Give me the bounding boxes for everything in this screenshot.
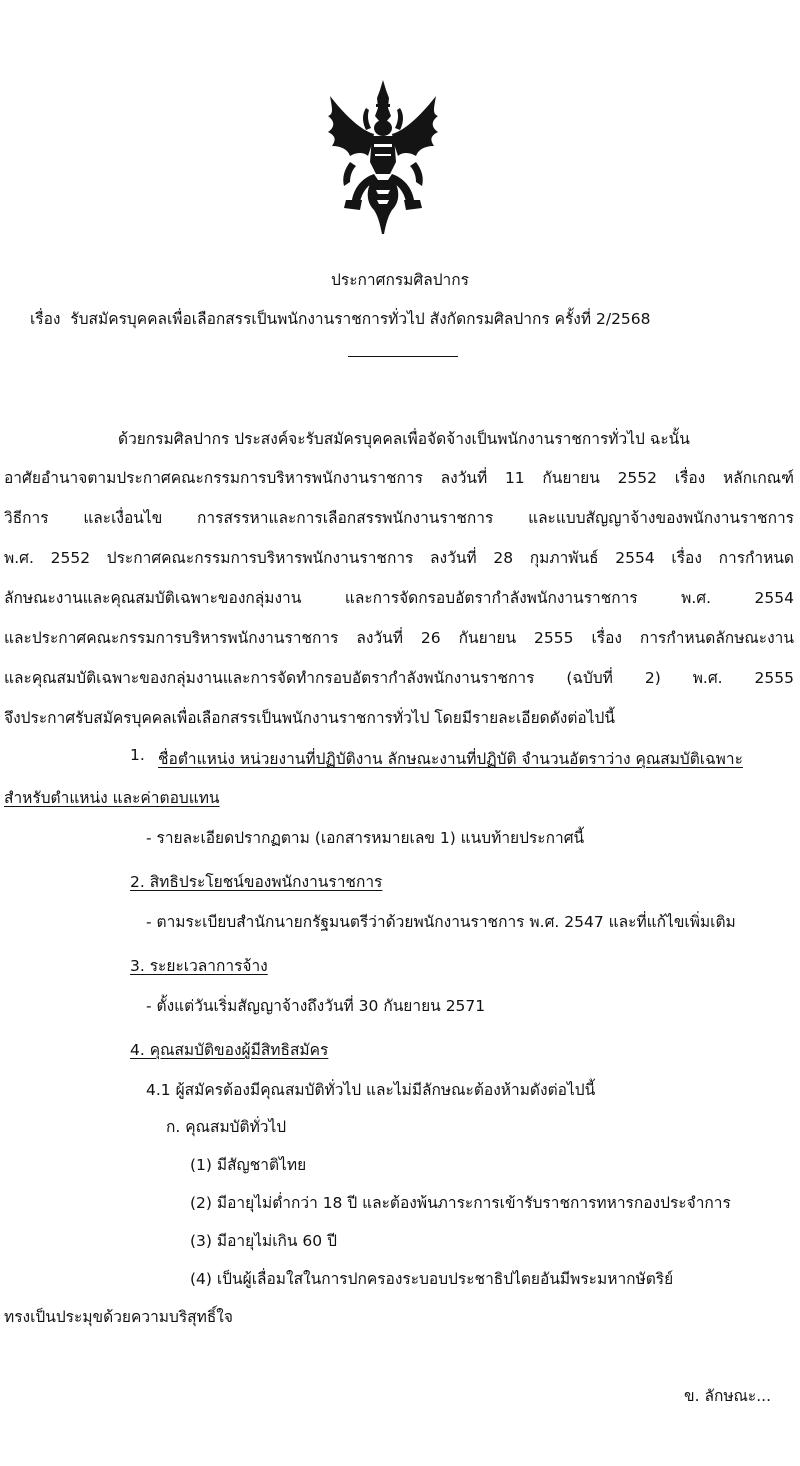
list-item: (4) เป็นผู้เลื่อมใสในการปกครองระบอบประชาธิปไตยอันมีพระมหากษัตริย์ xyxy=(190,1270,674,1288)
section2-heading: 2. สิทธิประโยชน์ของพนักงานราชการ xyxy=(130,873,383,891)
section3-heading: 3. ระยะเวลาการจ้าง xyxy=(130,957,268,975)
garuda-emblem-icon xyxy=(322,78,444,238)
section1-number: 1. xyxy=(130,746,145,764)
preamble-line-6: และประกาศคณะกรรมการบริหารพนักงานราชการ ลงวันที่ 26 กันยายน 2555 เรื่อง การกำหนดลักษณะงาน xyxy=(4,629,794,647)
list-item: (2) มีอายุไม่ต่ำกว่า 18 ปี และต้องพ้นภาระการเข้ารับราชการทหารกองประจำการ xyxy=(190,1194,731,1212)
section3-detail: - ตั้งแต่วันเริ่มสัญญาจ้างถึงวันที่ 30 กันยายน 2571 xyxy=(146,997,486,1015)
announcement-title: ประกาศกรมศิลปากร xyxy=(331,271,469,289)
section1-detail: - รายละเอียดปรากฏตาม (เอกสารหมายเลข 1) แนบท้ายประกาศนี้ xyxy=(146,829,585,847)
title-divider xyxy=(348,356,458,357)
preamble-line-3: วิธีการ และเงื่อนไข การสรรหาและการเลือกสรรพนักงานราชการ และแบบสัญญาจ้างของพนักงานราชการ xyxy=(4,509,794,527)
continuation-text: ข. ลักษณะ... xyxy=(684,1387,772,1405)
section4-a: ก. คุณสมบัติทั่วไป xyxy=(166,1118,287,1136)
preamble-line-4: พ.ศ. 2552 ประกาศคณะกรรมการบริหารพนักงานราชการ ลงวันที่ 28 กุมภาพันธ์ 2554 เรื่อง การกำหนด xyxy=(4,549,794,567)
list-item: (1) มีสัญชาติไทย xyxy=(190,1156,307,1174)
announcement-subject xyxy=(30,306,651,331)
preamble-line-1: ด้วยกรมศิลปากร ประสงค์จะรับสมัครบุคคลเพื่อจัดจ้างเป็นพนักงานราชการทั่วไป ฉะนั้น xyxy=(118,430,690,448)
preamble-line-8: จึงประกาศรับสมัครบุคคลเพื่อเลือกสรรเป็นพนักงานราชการทั่วไป โดยมีรายละเอียดดังต่อไปนี้ xyxy=(4,709,615,727)
list-item: (3) มีอายุไม่เกิน 60 ปี xyxy=(190,1232,337,1250)
section4-heading: 4. คุณสมบัติของผู้มีสิทธิสมัคร xyxy=(130,1041,329,1059)
preamble-line-5: ลักษณะงานและคุณสมบัติเฉพาะของกลุ่มงาน และการจัดกรอบอัตรากำลังพนักงานราชการ พ.ศ. 2554 xyxy=(4,589,794,607)
section1-heading-line2: สำหรับตำแหน่ง และค่าตอบแทน xyxy=(4,789,220,807)
subject-prefix: เรื่อง xyxy=(30,310,61,328)
preamble-line-7: และคุณสมบัติเฉพาะของกลุ่มงานและการจัดทำกรอบอัตรากำลังพนักงานราชการ (ฉบับที่ 2) พ.ศ. 2555 xyxy=(4,669,794,687)
list-item-continuation: ทรงเป็นประมุขด้วยความบริสุทธิ์ใจ xyxy=(4,1308,233,1326)
section2-detail: - ตามระเบียบสำนักนายกรัฐมนตรีว่าด้วยพนักงานราชการ พ.ศ. 2547 และที่แก้ไขเพิ่มเติม xyxy=(146,913,736,931)
section4-1: 4.1 ผู้สมัครต้องมีคุณสมบัติทั่วไป และไม่มีลักษณะต้องห้ามดังต่อไปนี้ xyxy=(146,1081,596,1099)
subject-text: รับสมัครบุคคลเพื่อเลือกสรรเป็นพนักงานราชการทั่วไป สังกัดกรมศิลปากร ครั้งที่ 2/2568 xyxy=(70,310,651,328)
preamble-line-2: อาศัยอำนาจตามประกาศคณะกรรมการบริหารพนักงานราชการ ลงวันที่ 11 กันยายน 2552 เรื่อง หลักเกณฑ์ xyxy=(4,469,794,487)
section1-heading-line1: ชื่อตำแหน่ง หน่วยงานที่ปฏิบัติงาน ลักษณะงานที่ปฏิบัติ จำนวนอัตราว่าง คุณสมบัติเฉพาะ xyxy=(158,750,743,768)
